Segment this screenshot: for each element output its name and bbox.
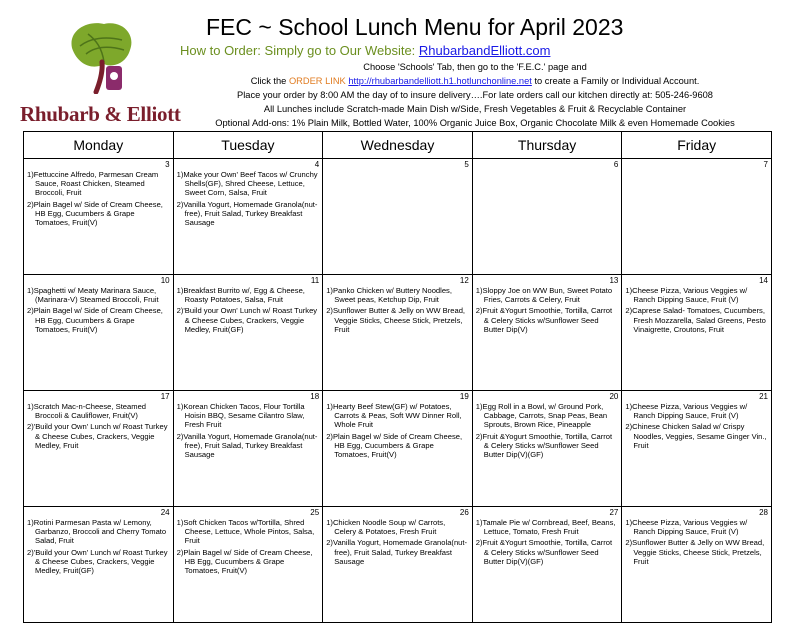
calendar-day-cell: [323, 391, 473, 507]
menu-item: 1)Scratch Mac-n-Cheese, Steamed Broccoli & Cauliflower, Fruit(V): [27, 402, 147, 421]
calendar-day-cell: [173, 507, 323, 623]
brand-name: Rhubarb & Elliott: [20, 102, 181, 126]
calendar-body: [24, 159, 772, 623]
instruction-account-text: to create a Family or Individual Account.: [531, 76, 700, 86]
menu-item: 2)Chinese Chicken Salad w/ Crispy Noodles, Veggies, Sesame Ginger Vin., Fruit: [625, 422, 767, 450]
calendar-day-cell: [472, 507, 622, 623]
menu-items: [174, 507, 323, 575]
menu-items: [473, 159, 622, 170]
menu-item: 1)Fettuccine Alfredo, Parmesan Cream Sauce, Roast Chicken, Steamed Broccoli, Fruit: [27, 170, 159, 198]
lunch-calendar: [23, 131, 772, 623]
menu-item: 2)Vanilla Yogurt, Homemade Granola(nut-free), Fruit Salad, Turkey Breakfast Sausage: [176, 199, 318, 228]
menu-items: [473, 391, 622, 459]
calendar-day-cell: [622, 507, 772, 623]
menu-items: [622, 159, 771, 170]
day-header-tuesday: Tuesday: [173, 132, 323, 159]
calendar-day-cell: [622, 159, 772, 275]
day-number: 14: [759, 276, 768, 285]
menu-item: 2)'Build your Own' Lunch w/ Roast Turkey & Cheese Cubes, Crackers, Veggie Medley, Fruit: [27, 422, 168, 450]
calendar-day-cell: [472, 159, 622, 275]
day-number: 26: [459, 508, 469, 517]
calendar-day-cell: [173, 275, 323, 391]
calendar-day-cell: [472, 391, 622, 507]
brand-logo: [18, 14, 181, 132]
day-number: 28: [759, 508, 768, 517]
menu-item: 2)Plain Bagel w/ Side of Cream Cheese, HB Egg, Cucumbers & Grape Tomatoes, Fruit(V): [27, 306, 163, 334]
menu-item: 1)Chicken Noodle Soup w/ Carrots, Celery & Potatoes, Fresh Fruit: [326, 518, 446, 537]
instruction-line-3: Place your order by 8:00 AM the day of to insure delivery….For late orders call our kitchen directly at: 505-246-9608: [237, 90, 713, 100]
calendar-week-row: [24, 159, 772, 275]
menu-item: 1)Breakfast Burrito w/, Egg & Cheese, Roasty Potatoes, Salsa, Fruit: [176, 286, 305, 305]
instruction-line-2: [180, 76, 770, 87]
menu-items: [323, 507, 472, 566]
menu-items: [174, 275, 323, 334]
menu-item: 1)Hearty Beef Stew(GF) w/ Potatoes, Carrots & Peas, Soft WW Dinner Roll, Whole Fruit: [326, 402, 462, 430]
calendar-day-cell: [323, 159, 473, 275]
menu-item: 1)Soft Chicken Tacos w/Tortilla, Shred Cheese, Lettuce, Whole Pintos, Salsa, Fruit: [176, 518, 315, 546]
menu-items: [323, 391, 472, 459]
calendar-day-cell: [472, 275, 622, 391]
how-to-order-label: How to Order: Simply go to Our Website:: [180, 43, 419, 58]
menu-item: 2)Fruit &Yogurt Smoothie, Tortilla, Carrot & Celery Sticks w/Sunflower Seed Butter Dip(V): [475, 306, 613, 334]
day-number: 10: [160, 276, 170, 285]
menu-items: [174, 391, 323, 459]
menu-items: [622, 391, 771, 450]
instruction-click-text: Click the: [250, 76, 289, 86]
calendar-day-cell: [323, 275, 473, 391]
menu-item: 2)Plain Bagel w/ Side of Cream Cheese, HB Egg, Cucumbers & Grape Tomatoes, Fruit(V): [176, 547, 313, 576]
menu-item: 2)Fruit &Yogurt Smoothie, Tortilla, Carrot & Celery Sticks w/Sunflower Seed Butter Dip(V)(GF): [475, 431, 613, 460]
menu-item: 1)Panko Chicken w/ Buttery Noodles, Sweet peas, Ketchup Dip, Fruit: [326, 286, 452, 305]
day-number: 25: [310, 508, 320, 517]
menu-item: 2)'Build your Own' Lunch w/ Roast Turkey & Cheese Cubes, Crackers, Veggie Medley, Fruit(GF): [176, 306, 318, 334]
menu-item: 1)Korean Chicken Tacos, Flour Tortilla Hoisin BBQ, Sesame Cilantro Slaw, Fresh Fruit: [176, 402, 305, 430]
order-link[interactable]: http://rhubarbandelliott.h1.hotlunchonline.net: [348, 76, 532, 86]
calendar-day-cell: [24, 507, 174, 623]
day-number: 17: [160, 392, 170, 401]
calendar-day-cell: [622, 275, 772, 391]
menu-items: [323, 159, 472, 170]
day-number: 6: [613, 160, 619, 169]
menu-item: 2)Plain Bagel w/ Side of Cream Cheese, HB Egg, Cucumbers & Grape Tomatoes, Fruit(V): [27, 199, 163, 228]
calendar-header-row: [24, 132, 772, 159]
menu-item: 1)Tamale Pie w/ Cornbread, Beef, Beans, Lettuce, Tomato, Fresh Fruit: [475, 518, 616, 537]
menu-item: 1)Cheese Pizza, Various Veggies w/ Ranch Dipping Sauce, Fruit (V): [625, 286, 748, 305]
menu-item: 2)'Build your Own' Lunch w/ Roast Turkey & Cheese Cubes, Crackers, Veggie Medley, Fruit(GF): [27, 547, 168, 576]
rhubarb-leaf-icon: [66, 18, 138, 94]
menu-item: 2)Sunflower Butter & Jelly on WW Bread, Veggie Sticks, Cheese Stick, Pretzels, Fruit: [326, 306, 466, 334]
menu-item: 1)Spaghetti w/ Meaty Marinara Sauce, (Marinara-V) Steamed Broccoli, Fruit: [27, 286, 159, 305]
order-link-label: ORDER LINK: [288, 76, 346, 86]
day-number: 4: [314, 160, 320, 169]
calendar-day-cell: [173, 159, 323, 275]
menu-items: [323, 275, 472, 334]
day-number: 21: [759, 392, 768, 401]
menu-item: 1)Egg Roll in a Bowl, w/ Ground Pork, Cabbage, Carrots, Snap Peas, Bean Sprouts, Brown Rice, Pineapple: [475, 402, 608, 430]
menu-items: [622, 275, 771, 334]
menu-item: 1)Make your Own' Beef Tacos w/ Crunchy Shells(GF), Shred Cheese, Lettuce, Sweet Corn, Salsa, Fruit: [176, 170, 318, 198]
menu-items: [174, 159, 323, 227]
menu-items: [622, 507, 771, 566]
day-number: 27: [609, 508, 619, 517]
calendar-day-cell: [323, 507, 473, 623]
menu-items: [24, 507, 173, 575]
menu-item: 2)Vanilla Yogurt, Homemade Granola(nut-free), Fruit Salad, Turkey Breakfast Sausage: [176, 431, 318, 460]
day-header-thursday: Thursday: [472, 132, 622, 159]
menu-item: 1)Cheese Pizza, Various Veggies w/ Ranch Dipping Sauce, Fruit (V): [625, 402, 748, 421]
instruction-line-5: Optional Add-ons: 1% Plain Milk, Bottled Water, 100% Organic Juice Box, Organic Chocolate Milk & even Homemade Cookies: [215, 118, 735, 128]
calendar-day-cell: [24, 275, 174, 391]
menu-item: 2)Plain Bagel w/ Side of Cream Cheese, HB Egg, Cucumbers & Grape Tomatoes, Fruit(V): [326, 431, 463, 460]
day-number: 18: [310, 392, 320, 401]
calendar-week-row: [24, 507, 772, 623]
calendar-day-cell: [173, 391, 323, 507]
page-title: FEC ~ School Lunch Menu for April 2023: [206, 14, 624, 40]
day-header-monday: Monday: [24, 132, 174, 159]
day-number: 3: [165, 160, 170, 169]
day-number: 5: [464, 160, 469, 169]
day-number: 11: [310, 276, 320, 285]
calendar-day-cell: [622, 391, 772, 507]
menu-items: [473, 507, 622, 566]
menu-items: [473, 275, 622, 334]
day-header-wednesday: Wednesday: [323, 132, 473, 159]
menu-item: 2)Vanilla Yogurt, Homemade Granola(nut-free), Fruit Salad, Turkey Breakfast Sausage: [326, 538, 468, 566]
menu-items: [24, 391, 173, 450]
menu-item: 1)Sloppy Joe on WW Bun, Sweet Potato Fries, Carrots & Celery, Fruit: [475, 286, 613, 305]
instruction-line-1: Choose 'Schools' Tab, then go to the 'F.E.C.' page and: [363, 62, 587, 72]
day-number: 24: [160, 508, 170, 517]
day-header-friday: Friday: [622, 132, 772, 159]
day-number: 12: [459, 276, 469, 285]
calendar-day-cell: [24, 159, 174, 275]
day-number: 13: [609, 276, 619, 285]
day-number: 19: [459, 392, 469, 401]
website-link[interactable]: RhubarbandElliott.com: [418, 43, 551, 58]
calendar-week-row: [24, 275, 772, 391]
menu-items: [24, 275, 173, 334]
how-to-order: [180, 43, 550, 58]
menu-item: 2)Fruit &Yogurt Smoothie, Tortilla, Carrot & Celery Sticks w/Sunflower Seed Butter Dip(V)(GF): [475, 538, 613, 566]
instruction-line-4: All Lunches include Scratch-made Main Dish w/Side, Fresh Vegetables & Fruit & Recyclable Container: [263, 104, 687, 114]
menu-item: 2)Sunflower Butter & Jelly on WW Bread, Veggie Sticks, Cheese Stick, Pretzels, Fruit: [625, 538, 765, 566]
day-number: 20: [609, 392, 619, 401]
menu-item: 2)Caprese Salad- Tomatoes, Cucumbers, Fresh Mozzarella, Salad Greens, Pesto Vinaigrette, Croutons, Fruit: [625, 306, 766, 334]
menu-item: 1)Rotini Parmesan Pasta w/ Lemony, Garbanzo, Broccoli and Cherry Tomato Salad, Fruit: [27, 518, 167, 546]
calendar-day-cell: [24, 391, 174, 507]
menu-item: 1)Cheese Pizza, Various Veggies w/ Ranch Dipping Sauce, Fruit (V): [625, 518, 748, 537]
menu-items: [24, 159, 173, 227]
calendar-week-row: [24, 391, 772, 507]
day-number: 7: [763, 160, 768, 169]
